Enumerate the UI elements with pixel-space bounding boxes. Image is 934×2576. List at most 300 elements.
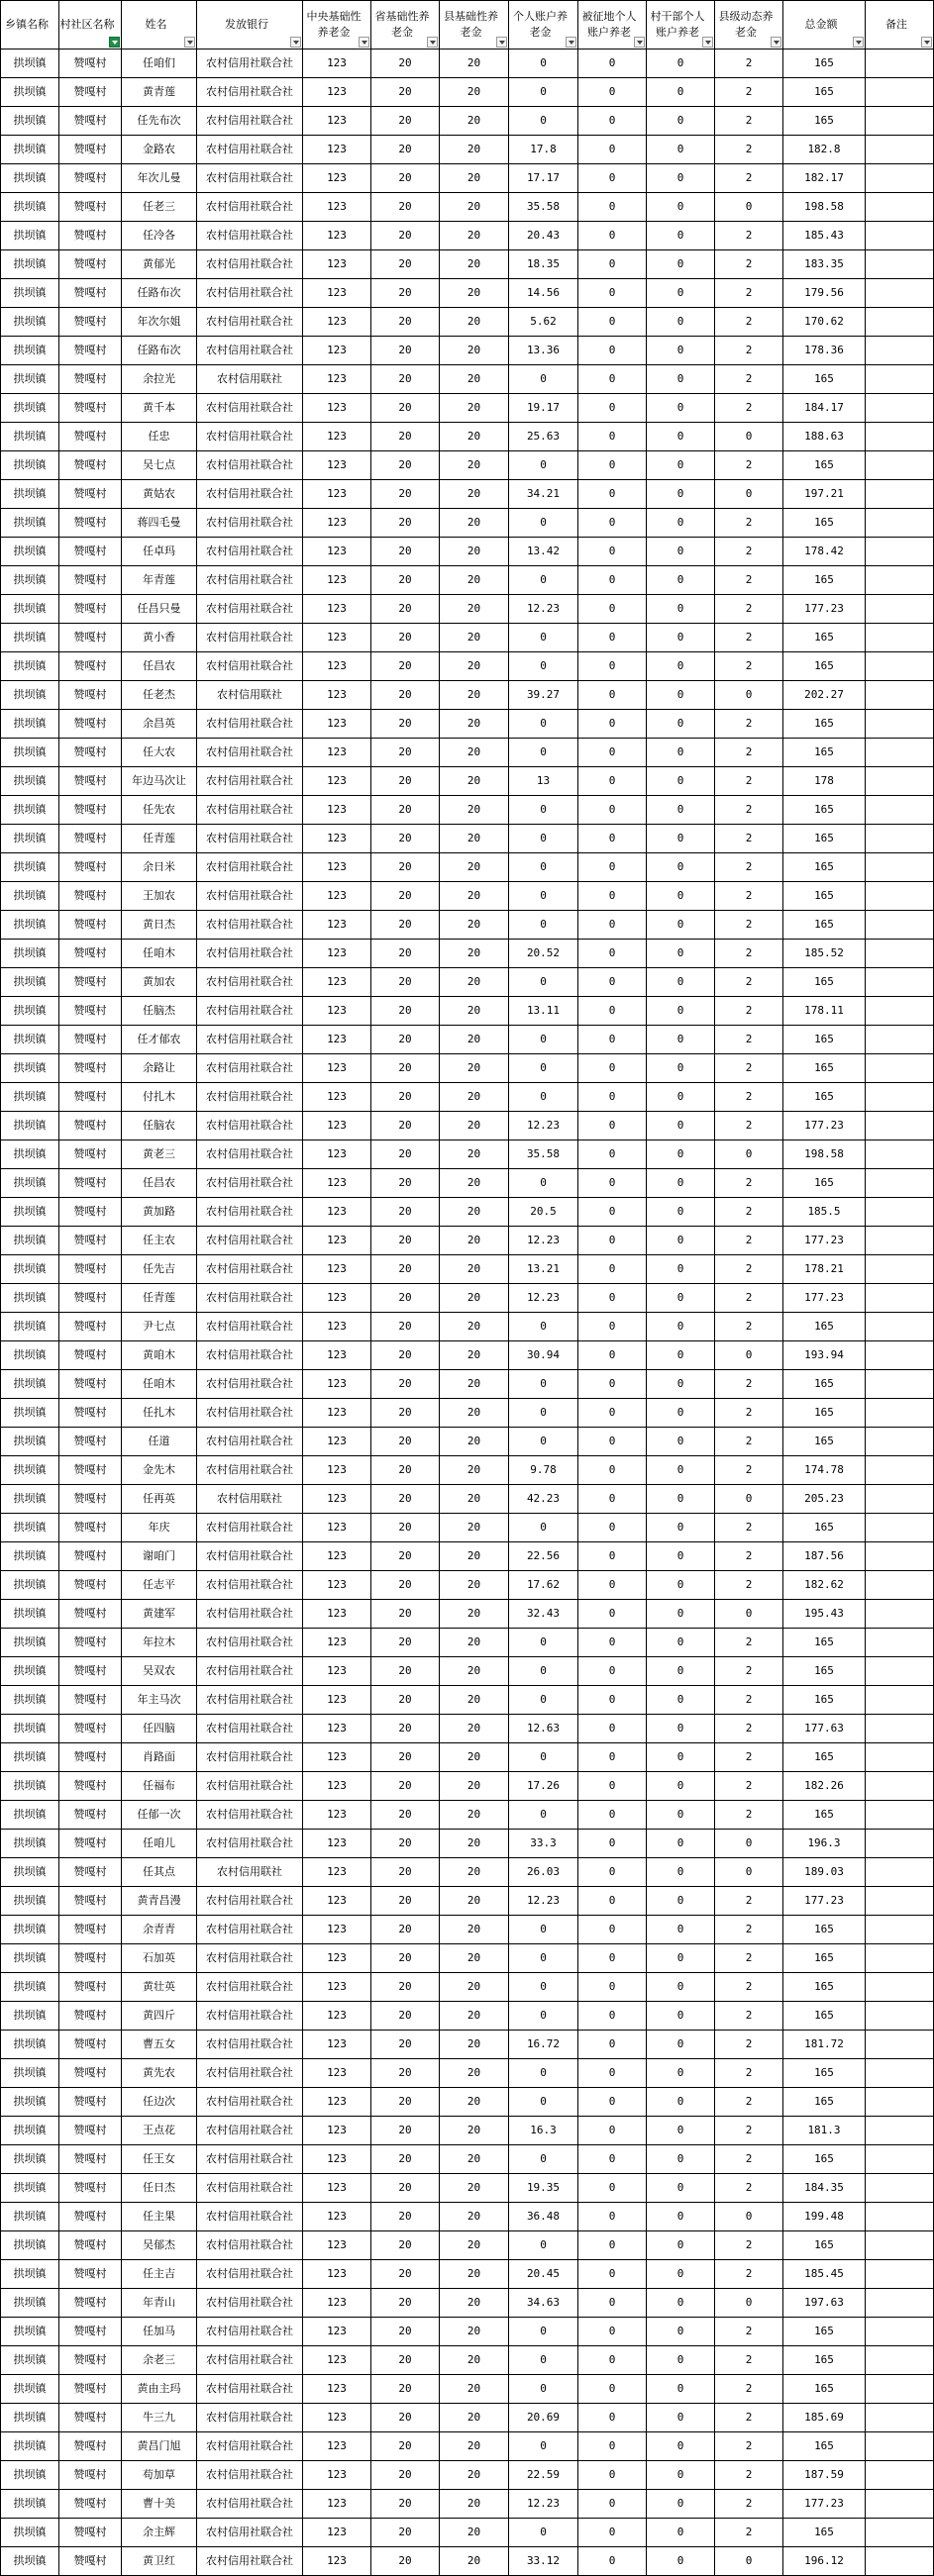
cell-town[interactable]: 拱坝镇	[1, 1571, 59, 1600]
cell-remarks[interactable]	[866, 394, 934, 423]
cell-provincial-pension[interactable]: 20	[371, 681, 440, 710]
cell-bank[interactable]: 农村信用社联合社	[197, 2490, 303, 2519]
cell-town[interactable]: 拱坝镇	[1, 480, 59, 509]
cell-remarks[interactable]	[866, 1887, 934, 1916]
cell-county-pension[interactable]: 20	[440, 853, 509, 882]
cell-town[interactable]: 拱坝镇	[1, 1858, 59, 1887]
cell-county-dynamic[interactable]: 2	[715, 1973, 783, 2002]
cell-bank[interactable]: 农村信用社联合社	[197, 1801, 303, 1830]
cell-total[interactable]: 198.58	[783, 1140, 866, 1169]
cell-personal-account[interactable]: 16.72	[509, 2031, 578, 2059]
cell-cadre-account[interactable]: 0	[647, 308, 715, 337]
cell-provincial-pension[interactable]: 20	[371, 1399, 440, 1428]
cell-bank[interactable]: 农村信用社联合社	[197, 1112, 303, 1140]
cell-land-acquired-account[interactable]: 0	[578, 423, 647, 451]
cell-central-pension[interactable]: 123	[303, 739, 371, 767]
cell-county-dynamic[interactable]: 0	[715, 2547, 783, 2576]
cell-county-pension[interactable]: 20	[440, 825, 509, 853]
filter-active-icon[interactable]	[109, 37, 120, 48]
cell-personal-account[interactable]: 0	[509, 1169, 578, 1198]
cell-bank[interactable]: 农村信用社联合社	[197, 2231, 303, 2260]
cell-bank[interactable]: 农村信用社联合社	[197, 78, 303, 107]
cell-personal-account[interactable]: 0	[509, 1026, 578, 1054]
cell-cadre-account[interactable]: 0	[647, 1227, 715, 1255]
cell-village[interactable]: 赞嘎村	[59, 2174, 122, 2203]
cell-town[interactable]: 拱坝镇	[1, 2519, 59, 2547]
cell-bank[interactable]: 农村信用社联合社	[197, 940, 303, 968]
cell-cadre-account[interactable]: 0	[647, 710, 715, 739]
cell-central-pension[interactable]: 123	[303, 1313, 371, 1341]
cell-personal-account[interactable]: 19.17	[509, 394, 578, 423]
cell-remarks[interactable]	[866, 1772, 934, 1801]
cell-provincial-pension[interactable]: 20	[371, 2031, 440, 2059]
cell-name[interactable]: 任老三	[122, 193, 197, 222]
cell-cadre-account[interactable]: 0	[647, 423, 715, 451]
cell-bank[interactable]: 农村信用社联合社	[197, 164, 303, 193]
cell-personal-account[interactable]: 42.23	[509, 1485, 578, 1514]
cell-village[interactable]: 赞嘎村	[59, 1341, 122, 1370]
cell-village[interactable]: 赞嘎村	[59, 1514, 122, 1542]
cell-remarks[interactable]	[866, 1428, 934, 1456]
cell-cadre-account[interactable]: 0	[647, 1284, 715, 1313]
cell-name[interactable]: 黄老三	[122, 1140, 197, 1169]
cell-county-dynamic[interactable]: 2	[715, 337, 783, 365]
cell-provincial-pension[interactable]: 20	[371, 250, 440, 279]
cell-village[interactable]: 赞嘎村	[59, 279, 122, 308]
cell-cadre-account[interactable]: 0	[647, 1456, 715, 1485]
cell-village[interactable]: 赞嘎村	[59, 423, 122, 451]
cell-bank[interactable]: 农村信用社联合社	[197, 1456, 303, 1485]
cell-land-acquired-account[interactable]: 0	[578, 1198, 647, 1227]
cell-remarks[interactable]	[866, 2260, 934, 2289]
cell-provincial-pension[interactable]: 20	[371, 2088, 440, 2117]
cell-cadre-account[interactable]: 0	[647, 624, 715, 652]
cell-provincial-pension[interactable]: 20	[371, 1571, 440, 1600]
cell-county-dynamic[interactable]: 2	[715, 538, 783, 566]
cell-land-acquired-account[interactable]: 0	[578, 107, 647, 136]
cell-central-pension[interactable]: 123	[303, 2318, 371, 2346]
cell-county-dynamic[interactable]: 2	[715, 2002, 783, 2031]
cell-central-pension[interactable]: 123	[303, 1227, 371, 1255]
cell-land-acquired-account[interactable]: 0	[578, 1743, 647, 1772]
cell-central-pension[interactable]: 123	[303, 1456, 371, 1485]
cell-county-pension[interactable]: 20	[440, 365, 509, 394]
cell-bank[interactable]: 农村信用社联合社	[197, 1198, 303, 1227]
cell-name[interactable]: 任加马	[122, 2318, 197, 2346]
cell-county-pension[interactable]: 20	[440, 767, 509, 796]
cell-town[interactable]: 拱坝镇	[1, 2461, 59, 2490]
cell-bank[interactable]: 农村信用社联合社	[197, 2145, 303, 2174]
cell-personal-account[interactable]: 0	[509, 2432, 578, 2461]
cell-total[interactable]: 165	[783, 365, 866, 394]
cell-personal-account[interactable]: 12.23	[509, 1112, 578, 1140]
cell-remarks[interactable]	[866, 1542, 934, 1571]
cell-cadre-account[interactable]: 0	[647, 1485, 715, 1514]
cell-county-pension[interactable]: 20	[440, 2002, 509, 2031]
cell-county-dynamic[interactable]: 0	[715, 193, 783, 222]
cell-cadre-account[interactable]: 0	[647, 681, 715, 710]
cell-county-pension[interactable]: 20	[440, 1255, 509, 1284]
cell-remarks[interactable]	[866, 2203, 934, 2231]
cell-bank[interactable]: 农村信用社联合社	[197, 710, 303, 739]
cell-land-acquired-account[interactable]: 0	[578, 1514, 647, 1542]
cell-remarks[interactable]	[866, 1341, 934, 1370]
cell-cadre-account[interactable]: 0	[647, 164, 715, 193]
cell-bank[interactable]: 农村信用社联合社	[197, 1140, 303, 1169]
cell-name[interactable]: 任老杰	[122, 681, 197, 710]
cell-total[interactable]: 165	[783, 451, 866, 480]
cell-bank[interactable]: 农村信用社联合社	[197, 509, 303, 538]
cell-personal-account[interactable]: 17.26	[509, 1772, 578, 1801]
cell-county-pension[interactable]: 20	[440, 624, 509, 652]
cell-village[interactable]: 赞嘎村	[59, 1772, 122, 1801]
cell-central-pension[interactable]: 123	[303, 337, 371, 365]
cell-personal-account[interactable]: 35.58	[509, 193, 578, 222]
cell-town[interactable]: 拱坝镇	[1, 509, 59, 538]
cell-total[interactable]: 165	[783, 50, 866, 78]
cell-county-dynamic[interactable]: 0	[715, 1341, 783, 1370]
cell-central-pension[interactable]: 123	[303, 566, 371, 595]
cell-personal-account[interactable]: 0	[509, 50, 578, 78]
cell-total[interactable]: 177.23	[783, 1227, 866, 1255]
cell-county-dynamic[interactable]: 2	[715, 365, 783, 394]
cell-personal-account[interactable]: 0	[509, 853, 578, 882]
cell-bank[interactable]: 农村信用社联合社	[197, 1341, 303, 1370]
cell-bank[interactable]: 农村信用社联合社	[197, 2432, 303, 2461]
cell-county-dynamic[interactable]: 2	[715, 2231, 783, 2260]
cell-name[interactable]: 任其点	[122, 1858, 197, 1887]
filter-dropdown-icon[interactable]	[702, 37, 713, 48]
cell-cadre-account[interactable]: 0	[647, 2547, 715, 2576]
cell-land-acquired-account[interactable]: 0	[578, 164, 647, 193]
cell-cadre-account[interactable]: 0	[647, 2432, 715, 2461]
cell-county-dynamic[interactable]: 0	[715, 2289, 783, 2318]
cell-total[interactable]: 165	[783, 2088, 866, 2117]
cell-remarks[interactable]	[866, 1743, 934, 1772]
cell-central-pension[interactable]: 123	[303, 1801, 371, 1830]
cell-county-dynamic[interactable]: 2	[715, 2519, 783, 2547]
cell-total[interactable]: 165	[783, 78, 866, 107]
cell-central-pension[interactable]: 123	[303, 1715, 371, 1743]
cell-name[interactable]: 任脑杰	[122, 997, 197, 1026]
cell-county-dynamic[interactable]: 2	[715, 1227, 783, 1255]
cell-bank[interactable]: 农村信用社联合社	[197, 1973, 303, 2002]
cell-town[interactable]: 拱坝镇	[1, 2289, 59, 2318]
cell-land-acquired-account[interactable]: 0	[578, 2088, 647, 2117]
cell-personal-account[interactable]: 0	[509, 1370, 578, 1399]
cell-central-pension[interactable]: 123	[303, 365, 371, 394]
cell-provincial-pension[interactable]: 20	[371, 2461, 440, 2490]
cell-town[interactable]: 拱坝镇	[1, 1485, 59, 1514]
cell-bank[interactable]: 农村信用社联合社	[197, 2174, 303, 2203]
cell-personal-account[interactable]: 0	[509, 1686, 578, 1715]
cell-village[interactable]: 赞嘎村	[59, 1054, 122, 1083]
cell-remarks[interactable]	[866, 710, 934, 739]
cell-name[interactable]: 任先农	[122, 796, 197, 825]
cell-cadre-account[interactable]: 0	[647, 279, 715, 308]
cell-provincial-pension[interactable]: 20	[371, 652, 440, 681]
cell-name[interactable]: 黄加农	[122, 968, 197, 997]
cell-village[interactable]: 赞嘎村	[59, 1026, 122, 1054]
cell-central-pension[interactable]: 123	[303, 1485, 371, 1514]
cell-remarks[interactable]	[866, 1198, 934, 1227]
cell-bank[interactable]: 农村信用联社	[197, 365, 303, 394]
cell-village[interactable]: 赞嘎村	[59, 940, 122, 968]
cell-bank[interactable]: 农村信用社联合社	[197, 1313, 303, 1341]
cell-remarks[interactable]	[866, 2002, 934, 2031]
cell-land-acquired-account[interactable]: 0	[578, 767, 647, 796]
cell-central-pension[interactable]: 123	[303, 1600, 371, 1629]
cell-total[interactable]: 165	[783, 825, 866, 853]
cell-name[interactable]: 任王女	[122, 2145, 197, 2174]
cell-village[interactable]: 赞嘎村	[59, 1399, 122, 1428]
cell-bank[interactable]: 农村信用联社	[197, 681, 303, 710]
cell-provincial-pension[interactable]: 20	[371, 365, 440, 394]
cell-name[interactable]: 曹十美	[122, 2490, 197, 2519]
cell-land-acquired-account[interactable]: 0	[578, 136, 647, 164]
cell-bank[interactable]: 农村信用社联合社	[197, 308, 303, 337]
cell-central-pension[interactable]: 123	[303, 279, 371, 308]
cell-land-acquired-account[interactable]: 0	[578, 308, 647, 337]
cell-cadre-account[interactable]: 0	[647, 2059, 715, 2088]
cell-cadre-account[interactable]: 0	[647, 1026, 715, 1054]
cell-cadre-account[interactable]: 0	[647, 1169, 715, 1198]
cell-name[interactable]: 任咱儿	[122, 1830, 197, 1858]
cell-town[interactable]: 拱坝镇	[1, 1313, 59, 1341]
cell-village[interactable]: 赞嘎村	[59, 1140, 122, 1169]
cell-total[interactable]: 185.5	[783, 1198, 866, 1227]
cell-county-pension[interactable]: 20	[440, 2375, 509, 2404]
cell-cadre-account[interactable]: 0	[647, 480, 715, 509]
cell-remarks[interactable]	[866, 882, 934, 911]
cell-total[interactable]: 165	[783, 1657, 866, 1686]
cell-bank[interactable]: 农村信用社联合社	[197, 222, 303, 250]
cell-bank[interactable]: 农村信用社联合社	[197, 250, 303, 279]
cell-land-acquired-account[interactable]: 0	[578, 480, 647, 509]
cell-central-pension[interactable]: 123	[303, 2145, 371, 2174]
cell-name[interactable]: 年次儿曼	[122, 164, 197, 193]
cell-bank[interactable]: 农村信用社联合社	[197, 1514, 303, 1542]
cell-name[interactable]: 任昌农	[122, 652, 197, 681]
cell-remarks[interactable]	[866, 825, 934, 853]
cell-provincial-pension[interactable]: 20	[371, 1456, 440, 1485]
cell-county-dynamic[interactable]: 0	[715, 1830, 783, 1858]
cell-bank[interactable]: 农村信用社联合社	[197, 1686, 303, 1715]
cell-land-acquired-account[interactable]: 0	[578, 1542, 647, 1571]
cell-personal-account[interactable]: 13.11	[509, 997, 578, 1026]
cell-town[interactable]: 拱坝镇	[1, 2203, 59, 2231]
cell-county-pension[interactable]: 20	[440, 107, 509, 136]
cell-land-acquired-account[interactable]: 0	[578, 1715, 647, 1743]
cell-county-pension[interactable]: 20	[440, 2547, 509, 2576]
cell-name[interactable]: 黄青昌漫	[122, 1887, 197, 1916]
cell-provincial-pension[interactable]: 20	[371, 2375, 440, 2404]
cell-total[interactable]: 182.62	[783, 1571, 866, 1600]
cell-bank[interactable]: 农村信用社联合社	[197, 997, 303, 1026]
cell-remarks[interactable]	[866, 2059, 934, 2088]
cell-remarks[interactable]	[866, 1830, 934, 1858]
cell-county-dynamic[interactable]: 2	[715, 1571, 783, 1600]
cell-central-pension[interactable]: 123	[303, 767, 371, 796]
cell-county-pension[interactable]: 20	[440, 739, 509, 767]
cell-land-acquired-account[interactable]: 0	[578, 193, 647, 222]
cell-total[interactable]: 184.35	[783, 2174, 866, 2203]
cell-remarks[interactable]	[866, 1514, 934, 1542]
cell-name[interactable]: 任昌农	[122, 1169, 197, 1198]
cell-county-pension[interactable]: 20	[440, 1054, 509, 1083]
cell-provincial-pension[interactable]: 20	[371, 1657, 440, 1686]
cell-cadre-account[interactable]: 0	[647, 2231, 715, 2260]
cell-remarks[interactable]	[866, 337, 934, 365]
cell-total[interactable]: 165	[783, 2318, 866, 2346]
cell-cadre-account[interactable]: 0	[647, 107, 715, 136]
cell-land-acquired-account[interactable]: 0	[578, 825, 647, 853]
cell-cadre-account[interactable]: 0	[647, 2519, 715, 2547]
cell-central-pension[interactable]: 123	[303, 2117, 371, 2145]
cell-bank[interactable]: 农村信用社联合社	[197, 1169, 303, 1198]
cell-name[interactable]: 黄郁光	[122, 250, 197, 279]
cell-village[interactable]: 赞嘎村	[59, 1428, 122, 1456]
cell-county-pension[interactable]: 20	[440, 2490, 509, 2519]
cell-land-acquired-account[interactable]: 0	[578, 1916, 647, 1944]
cell-central-pension[interactable]: 123	[303, 308, 371, 337]
cell-personal-account[interactable]: 0	[509, 365, 578, 394]
cell-cadre-account[interactable]: 0	[647, 1542, 715, 1571]
cell-total[interactable]: 185.69	[783, 2404, 866, 2432]
cell-name[interactable]: 任大农	[122, 739, 197, 767]
cell-county-pension[interactable]: 20	[440, 1370, 509, 1399]
cell-land-acquired-account[interactable]: 0	[578, 1571, 647, 1600]
cell-town[interactable]: 拱坝镇	[1, 1227, 59, 1255]
cell-county-pension[interactable]: 20	[440, 710, 509, 739]
cell-provincial-pension[interactable]: 20	[371, 968, 440, 997]
cell-total[interactable]: 165	[783, 566, 866, 595]
cell-name[interactable]: 余青青	[122, 1916, 197, 1944]
cell-personal-account[interactable]: 35.58	[509, 1140, 578, 1169]
cell-name[interactable]: 年边马次让	[122, 767, 197, 796]
cell-total[interactable]: 165	[783, 882, 866, 911]
cell-remarks[interactable]	[866, 451, 934, 480]
cell-name[interactable]: 任冷各	[122, 222, 197, 250]
cell-bank[interactable]: 农村信用社联合社	[197, 796, 303, 825]
cell-cadre-account[interactable]: 0	[647, 1944, 715, 1973]
cell-village[interactable]: 赞嘎村	[59, 2346, 122, 2375]
cell-county-pension[interactable]: 20	[440, 1858, 509, 1887]
cell-remarks[interactable]	[866, 911, 934, 940]
cell-bank[interactable]: 农村信用社联合社	[197, 853, 303, 882]
cell-town[interactable]: 拱坝镇	[1, 164, 59, 193]
cell-provincial-pension[interactable]: 20	[371, 2519, 440, 2547]
cell-land-acquired-account[interactable]: 0	[578, 2031, 647, 2059]
cell-village[interactable]: 赞嘎村	[59, 1083, 122, 1112]
cell-county-dynamic[interactable]: 0	[715, 480, 783, 509]
cell-town[interactable]: 拱坝镇	[1, 78, 59, 107]
cell-town[interactable]: 拱坝镇	[1, 1772, 59, 1801]
cell-total[interactable]: 196.12	[783, 2547, 866, 2576]
cell-village[interactable]: 赞嘎村	[59, 566, 122, 595]
cell-personal-account[interactable]: 0	[509, 2346, 578, 2375]
cell-central-pension[interactable]: 123	[303, 1370, 371, 1399]
filter-dropdown-icon[interactable]	[290, 37, 301, 48]
cell-cadre-account[interactable]: 0	[647, 1255, 715, 1284]
cell-remarks[interactable]	[866, 940, 934, 968]
cell-town[interactable]: 拱坝镇	[1, 1686, 59, 1715]
cell-land-acquired-account[interactable]: 0	[578, 50, 647, 78]
cell-remarks[interactable]	[866, 2346, 934, 2375]
cell-cadre-account[interactable]: 0	[647, 1916, 715, 1944]
cell-town[interactable]: 拱坝镇	[1, 250, 59, 279]
cell-county-pension[interactable]: 20	[440, 1169, 509, 1198]
cell-village[interactable]: 赞嘎村	[59, 1284, 122, 1313]
cell-personal-account[interactable]: 0	[509, 1657, 578, 1686]
cell-cadre-account[interactable]: 0	[647, 2289, 715, 2318]
cell-remarks[interactable]	[866, 2432, 934, 2461]
cell-cadre-account[interactable]: 0	[647, 796, 715, 825]
cell-name[interactable]: 余日米	[122, 853, 197, 882]
cell-provincial-pension[interactable]: 20	[371, 1112, 440, 1140]
cell-village[interactable]: 赞嘎村	[59, 1887, 122, 1916]
cell-land-acquired-account[interactable]: 0	[578, 624, 647, 652]
cell-bank[interactable]: 农村信用社联合社	[197, 1629, 303, 1657]
cell-land-acquired-account[interactable]: 0	[578, 796, 647, 825]
cell-total[interactable]: 165	[783, 1686, 866, 1715]
cell-village[interactable]: 赞嘎村	[59, 1542, 122, 1571]
cell-cadre-account[interactable]: 0	[647, 595, 715, 624]
cell-total[interactable]: 178.21	[783, 1255, 866, 1284]
cell-town[interactable]: 拱坝镇	[1, 624, 59, 652]
cell-personal-account[interactable]: 32.43	[509, 1600, 578, 1629]
cell-county-dynamic[interactable]: 2	[715, 595, 783, 624]
cell-county-pension[interactable]: 20	[440, 1772, 509, 1801]
cell-central-pension[interactable]: 123	[303, 2031, 371, 2059]
cell-personal-account[interactable]: 0	[509, 652, 578, 681]
cell-remarks[interactable]	[866, 164, 934, 193]
cell-personal-account[interactable]: 12.23	[509, 2490, 578, 2519]
cell-village[interactable]: 赞嘎村	[59, 710, 122, 739]
cell-name[interactable]: 任主吉	[122, 2260, 197, 2289]
cell-provincial-pension[interactable]: 20	[371, 1743, 440, 1772]
cell-remarks[interactable]	[866, 1456, 934, 1485]
cell-name[interactable]: 尹七点	[122, 1313, 197, 1341]
cell-remarks[interactable]	[866, 1112, 934, 1140]
cell-total[interactable]: 183.35	[783, 250, 866, 279]
cell-bank[interactable]: 农村信用社联合社	[197, 1542, 303, 1571]
cell-personal-account[interactable]: 0	[509, 1743, 578, 1772]
cell-central-pension[interactable]: 123	[303, 2088, 371, 2117]
cell-bank[interactable]: 农村信用社联合社	[197, 968, 303, 997]
cell-personal-account[interactable]: 22.56	[509, 1542, 578, 1571]
cell-personal-account[interactable]: 34.63	[509, 2289, 578, 2318]
cell-bank[interactable]: 农村信用社联合社	[197, 2375, 303, 2404]
cell-remarks[interactable]	[866, 1715, 934, 1743]
cell-personal-account[interactable]: 0	[509, 2088, 578, 2117]
cell-cadre-account[interactable]: 0	[647, 78, 715, 107]
cell-cadre-account[interactable]: 0	[647, 2088, 715, 2117]
cell-village[interactable]: 赞嘎村	[59, 853, 122, 882]
cell-total[interactable]: 182.26	[783, 1772, 866, 1801]
cell-county-dynamic[interactable]: 2	[715, 652, 783, 681]
cell-county-dynamic[interactable]: 0	[715, 1140, 783, 1169]
cell-personal-account[interactable]: 0	[509, 1973, 578, 2002]
cell-cadre-account[interactable]: 0	[647, 509, 715, 538]
cell-provincial-pension[interactable]: 20	[371, 337, 440, 365]
cell-land-acquired-account[interactable]: 0	[578, 1169, 647, 1198]
cell-provincial-pension[interactable]: 20	[371, 1858, 440, 1887]
cell-name[interactable]: 黄建军	[122, 1600, 197, 1629]
cell-county-pension[interactable]: 20	[440, 1542, 509, 1571]
cell-cadre-account[interactable]: 0	[647, 1571, 715, 1600]
cell-name[interactable]: 肖路面	[122, 1743, 197, 1772]
